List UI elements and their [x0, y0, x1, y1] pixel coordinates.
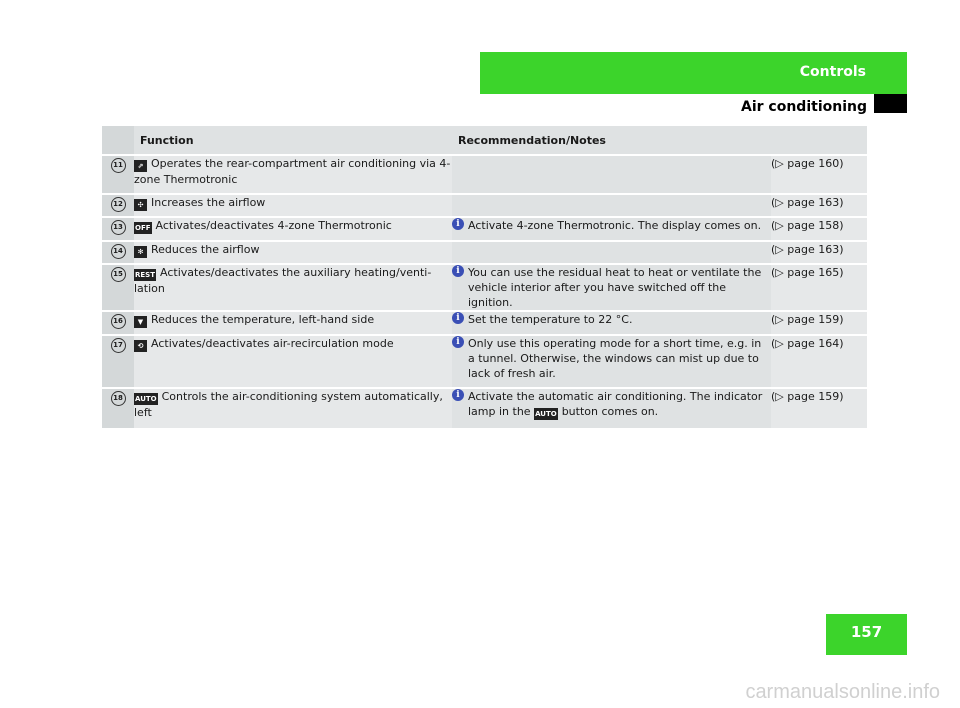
function-cell — [134, 217, 452, 241]
page-reference: (▷ page 163) — [771, 241, 867, 264]
col-header-function: Function — [134, 126, 452, 155]
fan-decrease-icon: ✻ — [134, 246, 147, 258]
fan-increase-icon: ✣ — [134, 199, 147, 211]
function-text: Activates/deactivates 4-zone Thermotronic — [155, 219, 392, 232]
page-reference: (▷ page 160) — [771, 155, 867, 194]
function-cell — [134, 194, 452, 217]
recirculation-icon: ⟲ — [134, 340, 147, 352]
info-icon: i — [452, 265, 464, 277]
row-number-badge: 15 — [111, 267, 126, 282]
function-text: Activates/deactivates air-recirculation mode — [151, 337, 394, 350]
table-row — [102, 194, 867, 217]
function-text: Controls the air-conditioning system automatically, left — [134, 390, 443, 419]
note-text — [468, 265, 771, 310]
row-number — [102, 194, 134, 217]
page-reference: (▷ page 159) — [771, 388, 867, 429]
note-body: Activate 4-zone Thermotronic. The display comes on. — [468, 219, 762, 232]
info-icon: i — [452, 389, 464, 401]
function-text: Reduces the temperature, left-hand side — [151, 313, 375, 326]
table-header-row — [102, 126, 867, 155]
note-body: Set the temperature to 22 °C. — [468, 313, 633, 326]
notes-cell — [452, 241, 771, 264]
function-cell — [134, 155, 452, 194]
row-number-badge: 12 — [111, 197, 126, 212]
note-text — [468, 312, 771, 327]
row-number-badge: 18 — [111, 391, 126, 406]
row-number-badge: 16 — [111, 314, 126, 329]
header-marker — [874, 94, 907, 113]
col-header-reference — [771, 126, 867, 155]
function-cell — [134, 241, 452, 264]
page-reference: (▷ page 158) — [771, 217, 867, 241]
page-number: 157 — [826, 614, 907, 655]
table-row — [102, 264, 867, 311]
row-number — [102, 241, 134, 264]
note-text — [468, 389, 771, 420]
function-text: Operates the rear-compartment air conditioning via 4-zone Thermotronic — [134, 157, 451, 186]
note-body: You can use the residual heat to heat or ventilate the vehicle interior after you have switched off the ignition. — [468, 266, 762, 309]
function-cell — [134, 388, 452, 429]
info-icon: i — [452, 336, 464, 348]
row-number-badge: 13 — [111, 220, 126, 235]
table-row — [102, 155, 867, 194]
table-row — [102, 241, 867, 264]
function-table — [102, 126, 867, 430]
temp-down-icon: ▼ — [134, 316, 147, 328]
function-cell — [134, 335, 452, 388]
notes-cell — [452, 264, 771, 311]
section-tab — [480, 52, 907, 94]
row-number — [102, 217, 134, 241]
note-text-before: Activate the automatic air conditioning. The indicator lamp in the — [468, 390, 763, 418]
row-number-badge: 11 — [111, 158, 126, 173]
function-text: Reduces the airflow — [151, 243, 260, 256]
row-number — [102, 335, 134, 388]
auto-icon: AUTO — [535, 410, 557, 418]
table-row — [102, 311, 867, 335]
info-icon: i — [452, 312, 464, 324]
notes-cell — [452, 388, 771, 429]
page-reference: (▷ page 164) — [771, 335, 867, 388]
section-tab-label: Controls — [799, 64, 866, 80]
info-icon: i — [452, 218, 464, 230]
page-reference: (▷ page 159) — [771, 311, 867, 335]
row-number — [102, 264, 134, 311]
watermark: carmanualsonline.info — [745, 681, 940, 703]
row-number — [102, 388, 134, 429]
notes-cell — [452, 217, 771, 241]
note-text — [468, 336, 771, 381]
off-icon: OFF — [135, 224, 151, 232]
page-reference: (▷ page 165) — [771, 264, 867, 311]
notes-cell — [452, 335, 771, 388]
col-header-number — [102, 126, 134, 155]
auto-icon: AUTO — [135, 395, 157, 403]
function-text: Increases the airflow — [151, 196, 266, 209]
table-row — [102, 388, 867, 429]
note-body: Only use this operating mode for a short time, e.g. in a tunnel. Otherwise, the windows can mist up due to lack of fresh air. — [468, 337, 762, 380]
rest-icon: REST — [135, 271, 155, 279]
note-text — [468, 218, 771, 233]
col-header-notes: Recommendation/Notes — [452, 126, 771, 155]
page-title: Air conditioning — [741, 99, 867, 115]
function-cell — [134, 264, 452, 311]
table-row — [102, 335, 867, 388]
rear-ac-icon: ⇗ — [134, 160, 147, 172]
row-number — [102, 155, 134, 194]
table-row — [102, 217, 867, 241]
page-reference: (▷ page 163) — [771, 194, 867, 217]
function-text: Activates/deactivates the auxiliary heating/venti-lation — [134, 266, 432, 295]
row-number-badge: 17 — [111, 338, 126, 353]
function-cell — [134, 311, 452, 335]
row-number-badge: 14 — [111, 244, 126, 259]
note-text-after: button comes on. — [561, 405, 659, 418]
row-number — [102, 311, 134, 335]
notes-cell — [452, 194, 771, 217]
notes-cell — [452, 311, 771, 335]
notes-cell — [452, 155, 771, 194]
